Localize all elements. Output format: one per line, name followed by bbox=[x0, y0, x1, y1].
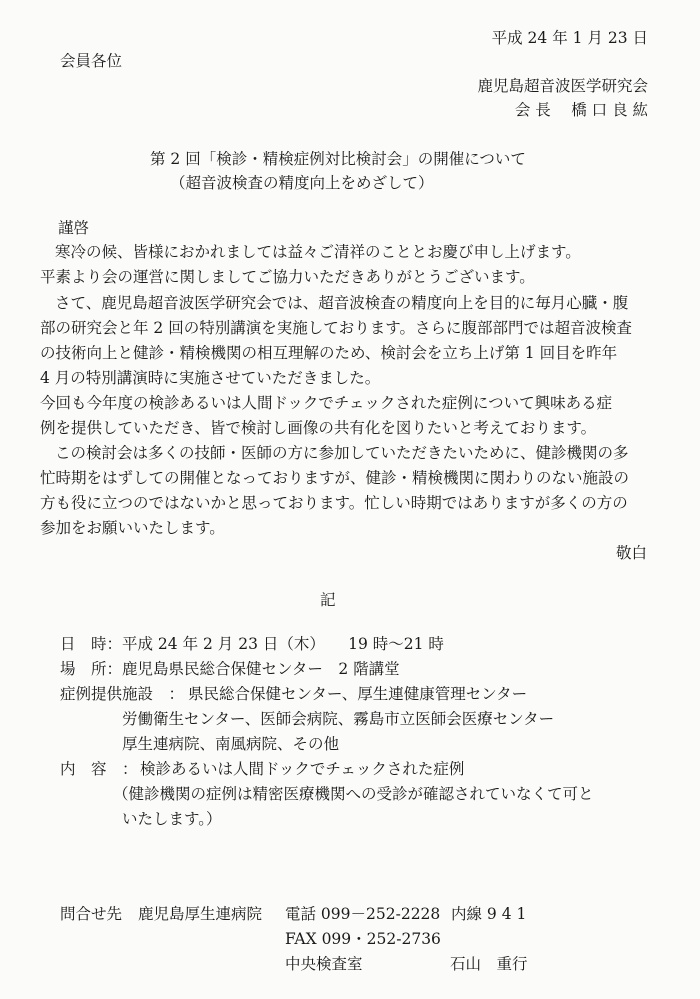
contact-label: 問合せ先 bbox=[60, 905, 123, 923]
content-value: 検診あるいは人間ドックでチェックされた症例 bbox=[140, 760, 465, 778]
document-subtitle: （超音波検査の精度向上をめざして） bbox=[170, 174, 434, 192]
body-line: 4 月の特別講演時に実施させていただきました。 bbox=[40, 369, 381, 387]
opening-greeting: 謹啓 bbox=[58, 219, 90, 237]
content-note: いたします。） bbox=[122, 810, 222, 828]
contact-extension: 内線 9 4 1 bbox=[451, 905, 527, 923]
document-title: 第 2 回「検診・精検症例対比検討会」の開催について bbox=[150, 150, 526, 168]
datetime-label: 日 時： bbox=[60, 635, 123, 653]
body-line: 今回も今年度の検診あるいは人間ドックでチェックされた症例について興味ある症 bbox=[40, 394, 613, 412]
place-label: 場 所： bbox=[60, 660, 123, 678]
datetime-value: 平成 24 年 2 月 23 日（木） 19 時～21 時 bbox=[122, 635, 444, 653]
president-name: 会 長 橋 口 良 紘 bbox=[514, 101, 648, 119]
body-line: 方も役に立つのではないかと思っております。忙しい時期ではありますが多くの方の bbox=[40, 494, 628, 512]
body-line: さて、鹿児島超音波医学研究会では、超音波検査の精度向上を目的に毎月心臓・腹 bbox=[55, 294, 629, 312]
contact-hospital: 鹿児島厚生連病院 bbox=[138, 905, 263, 923]
content-label: 内 容 ： bbox=[60, 760, 138, 778]
body-line: 部の研究会と年 2 回の特別講演を実施しております。さらに腹部部門では超音波検査 bbox=[40, 319, 632, 337]
facilities-line: 県民総合保健センター、厚生連健康管理センター bbox=[188, 685, 528, 703]
body-line: 平素より会の運営に関しましてご協力いただきありがとうございます。 bbox=[40, 268, 535, 286]
recipient: 会員各位 bbox=[60, 52, 123, 70]
contact-department: 中央検査室 bbox=[285, 955, 363, 973]
body-line: の技術向上と健診・精検機関の相互理解のため、検討会を立ち上げ第 1 回目を昨年 bbox=[40, 344, 618, 362]
body-line: 忙時期をはずしての開催となっておりますが、健診・精検機関に関わりのない施設の bbox=[40, 469, 630, 487]
ki-heading: 記 bbox=[320, 591, 336, 609]
contact-phone: 電話 099－252-2228 bbox=[285, 905, 441, 923]
facilities-line: 厚生連病院、南風病院、その他 bbox=[122, 735, 340, 753]
organization-name: 鹿児島超音波医学研究会 bbox=[477, 77, 648, 95]
content-note: （健診機関の症例は精密医療機関への受診が確認されていなくて可と bbox=[113, 785, 594, 803]
facilities-line: 労働衛生センター、医師会病院、霧島市立医師会医療センター bbox=[122, 710, 555, 728]
contact-person: 石山 重行 bbox=[450, 955, 528, 973]
body-line: この検討会は多くの技師・医師の方に参加していただきたいために、健診機関の多 bbox=[55, 444, 629, 462]
contact-fax: FAX 099・252-2736 bbox=[285, 930, 441, 948]
facilities-label: 症例提供施設 ： bbox=[60, 685, 185, 703]
body-line: 例を提供していただき、皆で検討し画像の共有化を図りたいと考えております。 bbox=[40, 419, 597, 437]
body-line: 寒冷の候、皆様におかれましては益々ご清祥のこととお慶び申し上げます。 bbox=[55, 243, 581, 261]
closing-greeting: 敬白 bbox=[615, 544, 647, 562]
place-value: 鹿児島県民総合保健センター 2 階講堂 bbox=[122, 660, 400, 678]
letter-date: 平成 24 年 1 月 23 日 bbox=[491, 29, 648, 47]
body-line: 参加をお願いいたします。 bbox=[40, 519, 225, 537]
